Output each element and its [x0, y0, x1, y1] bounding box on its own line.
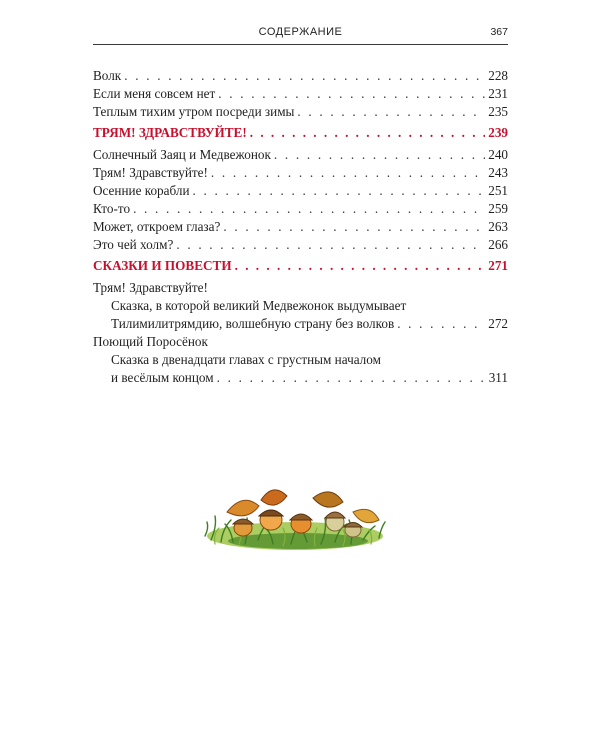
- toc-entry-title: Теплым тихим утром посреди зимы: [93, 104, 295, 119]
- toc-entry-page: 311: [488, 370, 508, 385]
- toc-entry-page: 263: [488, 219, 508, 234]
- leader-dots: [211, 164, 485, 182]
- toc-entry-page: 266: [488, 237, 508, 252]
- toc-entry-page: 240: [488, 147, 508, 162]
- leader-dots: [397, 315, 485, 333]
- leader-dots: [297, 103, 485, 121]
- toc-entry: [93, 146, 508, 164]
- story-subtitle: и весёлым концом: [111, 370, 214, 385]
- story-subtitle: Сказка, в которой великий Медвежонок выдумывает: [111, 298, 407, 313]
- leaf: [313, 492, 343, 507]
- toc-entry-page: 243: [488, 165, 508, 180]
- acorn: [290, 514, 312, 533]
- toc-entry-title: Трям! Здравствуйте!: [93, 165, 208, 180]
- leaf: [261, 490, 287, 505]
- running-header: [93, 24, 508, 45]
- toc-entry: [93, 200, 508, 218]
- section-title: СКАЗКИ И ПОВЕСТИ: [93, 258, 232, 273]
- toc-section-heading: [93, 122, 508, 144]
- toc-entry-page: 259: [488, 201, 508, 216]
- leader-dots: [217, 369, 486, 387]
- toc-entry: [93, 315, 508, 333]
- toc-entry-title: Волк: [93, 68, 122, 83]
- story-title: Поющий Поросёнок: [93, 334, 208, 349]
- leaf: [353, 509, 379, 522]
- toc-entry-page: 235: [488, 104, 508, 119]
- acorn: [325, 512, 345, 531]
- toc-entry: [93, 164, 508, 182]
- toc-entry-page: 251: [488, 183, 508, 198]
- toc-entry-page: 231: [488, 86, 508, 101]
- toc-entry: [93, 236, 508, 254]
- acorn: [233, 519, 253, 536]
- toc-entry-title: Кто-то: [93, 201, 131, 216]
- section-page: 271: [488, 258, 508, 273]
- section-page: 239: [488, 125, 508, 140]
- header-title: СОДЕРЖАНИЕ: [258, 26, 343, 38]
- story-title: Трям! Здравствуйте!: [93, 280, 208, 295]
- leader-dots: [223, 218, 485, 236]
- toc-entry-title: Солнечный Заяц и Медвежонок: [93, 147, 271, 162]
- leader-dots: [133, 200, 485, 218]
- toc-entry-title: Может, откроем глаза?: [93, 219, 221, 234]
- story-subtitle: Тилимилитрямдию, волшебную страну без волков: [111, 316, 395, 331]
- grass-shadow: [228, 533, 368, 549]
- story-subtitle: Сказка в двенадцати главах с грустным началом: [111, 352, 381, 367]
- acorn: [344, 523, 362, 538]
- toc-section-heading: [93, 255, 508, 277]
- leader-dots: [274, 146, 485, 164]
- acorns-in-grass-icon: [203, 478, 388, 558]
- toc-entry: [93, 182, 508, 200]
- table-of-contents: [93, 67, 508, 387]
- toc-entry-page: 228: [488, 68, 508, 83]
- leader-dots: [235, 255, 486, 277]
- toc-entry: [93, 85, 508, 103]
- leader-dots: [124, 67, 485, 85]
- section-title: ТРЯМ! ЗДРАВСТВУЙТЕ!: [93, 125, 247, 140]
- leaf: [227, 500, 259, 516]
- toc-entry: [93, 67, 508, 85]
- leader-dots: [176, 236, 485, 254]
- leader-dots: [218, 85, 485, 103]
- acorn: [259, 510, 283, 530]
- toc-entry-title: Это чей холм?: [93, 237, 174, 252]
- toc-entry: [93, 103, 508, 121]
- leader-dots: [193, 182, 486, 200]
- toc-entry-page: 272: [488, 316, 508, 331]
- toc-entry-title: Осенние корабли: [93, 183, 190, 198]
- header-page-number: 367: [490, 26, 508, 38]
- toc-entry: [93, 218, 508, 236]
- leader-dots: [250, 122, 485, 144]
- toc-entry-title: Если меня совсем нет: [93, 86, 216, 101]
- toc-entry: [93, 369, 508, 387]
